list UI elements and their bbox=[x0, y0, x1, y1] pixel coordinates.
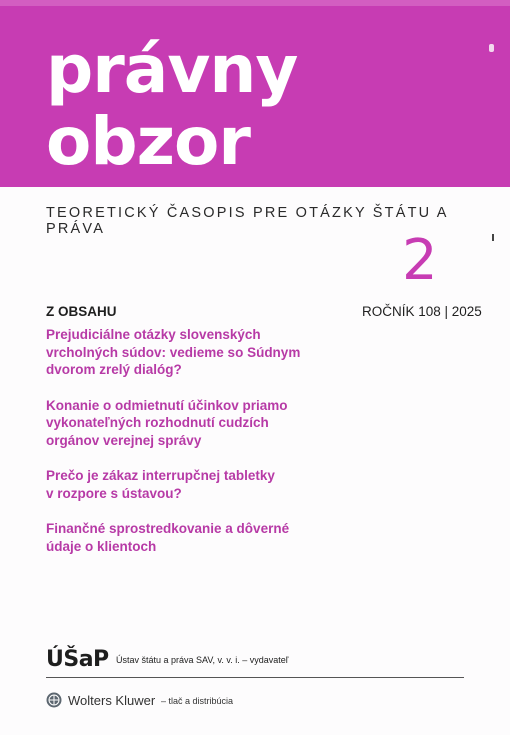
contents-item: Prejudiciálne otázky slovenských vrcholných súdov: vedieme so Súdnym dvorom zrelý dialóg? bbox=[46, 327, 301, 377]
distributor-role: – tlač a distribúcia bbox=[161, 696, 234, 706]
issue-number: 2 bbox=[402, 228, 438, 293]
masthead-band bbox=[0, 0, 510, 187]
contents-item: Finančné sprostredkovanie a dôverné údaje o klientoch bbox=[46, 521, 290, 554]
contents-heading: Z OBSAHU bbox=[46, 304, 117, 319]
masthead-top-strip bbox=[0, 0, 510, 6]
contents-item: Konanie o odmietnutí účinkov priamo vykonateľných rozhodnutí cudzích orgánov verejnej správy bbox=[46, 397, 288, 448]
distributor-name: Wolters Kluwer bbox=[68, 693, 156, 708]
contents-item: Prečo je zákaz interrupčnej tabletky v rozpore s ústavou? bbox=[46, 468, 275, 501]
contents-list bbox=[46, 326, 316, 573]
publisher-logo: ÚŠaP bbox=[46, 647, 109, 672]
margin-mark bbox=[492, 234, 494, 241]
journal-title bbox=[46, 31, 298, 180]
journal-subtitle: TEORETICKÝ ČASOPIS PRE OTÁZKY ŠTÁTU A PRÁVA bbox=[46, 205, 448, 237]
publisher-text: Ústav štátu a práva SAV, v. v. i. – vydavateľ bbox=[116, 655, 289, 665]
scan-mark bbox=[489, 44, 494, 52]
journal-title-line2: obzor bbox=[46, 103, 250, 180]
volume-year: ROČNÍK 108 | 2025 bbox=[362, 304, 482, 319]
journal-title-line1: právny bbox=[46, 31, 298, 108]
wolters-kluwer-logo-icon bbox=[46, 692, 62, 708]
publisher-line bbox=[46, 647, 464, 678]
